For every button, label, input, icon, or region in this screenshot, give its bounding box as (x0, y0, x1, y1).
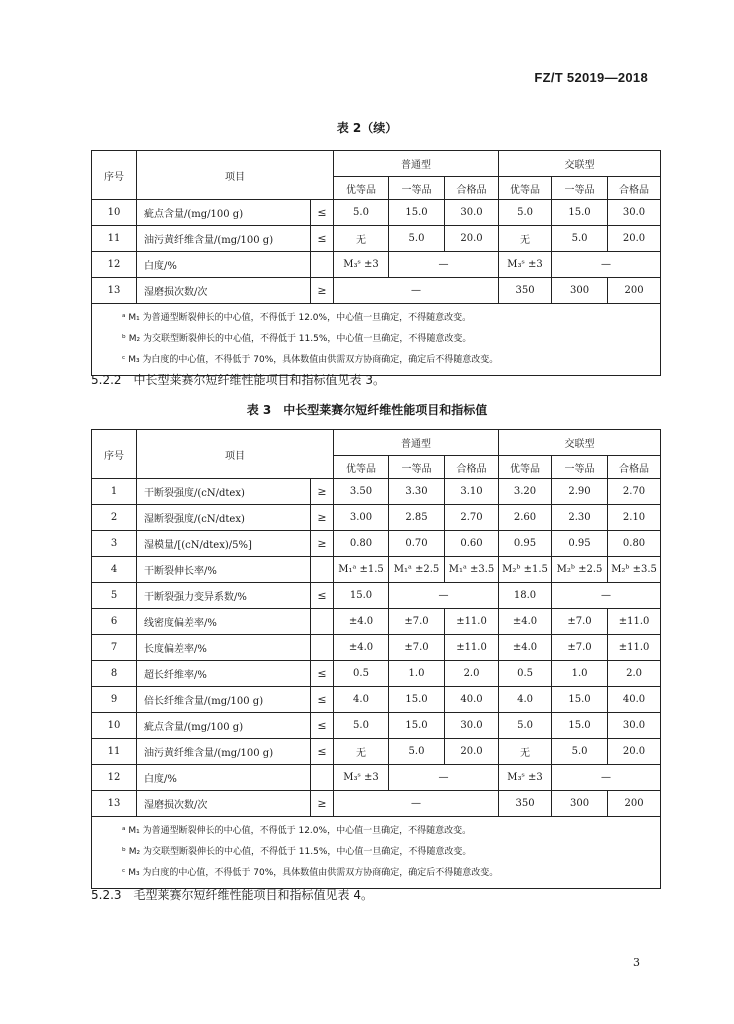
value-cell: 300 (552, 791, 608, 817)
grade-header: 优等品 (499, 456, 552, 479)
value-cell: 15.0 (389, 713, 445, 739)
table-row (92, 531, 661, 557)
value-cell: 15.0 (389, 687, 445, 713)
item-name: 湿断裂强度/(cN/dtex) (137, 505, 311, 531)
grade-header: 优等品 (499, 177, 552, 200)
grade-header: 合格品 (608, 456, 661, 479)
value-cell: 30.0 (445, 200, 499, 226)
value-cell: 0.80 (334, 531, 389, 557)
value-cell: — (389, 765, 499, 791)
row-number: 13 (92, 278, 137, 304)
value-cell: 5.0 (334, 713, 389, 739)
value-cell: 2.30 (552, 505, 608, 531)
value-cell: ±7.0 (552, 609, 608, 635)
value-cell: 15.0 (552, 200, 608, 226)
value-cell: 0.70 (389, 531, 445, 557)
value-cell: 2.0 (445, 661, 499, 687)
value-cell: 0.95 (499, 531, 552, 557)
value-cell: M₂ᵇ ±3.5 (608, 557, 661, 583)
value-cell: 40.0 (608, 687, 661, 713)
footnote: ᶜ M₃ 为白度的中心值，不得低于 70%，具体数值由供需双方协商确定，确定后不得随意改变。 (122, 868, 499, 878)
comparison-symbol: ≤ (311, 583, 334, 609)
item-name: 湿磨损次数/次 (137, 278, 311, 304)
value-cell: 5.0 (499, 713, 552, 739)
value-cell: 2.85 (389, 505, 445, 531)
value-cell: 2.0 (608, 661, 661, 687)
group-header-crosslinked: 交联型 (499, 151, 661, 177)
value-cell: 2.10 (608, 505, 661, 531)
value-cell: M₁ᵃ ±1.5 (334, 557, 389, 583)
item-name: 湿模量/[(cN/dtex)/5%] (137, 531, 311, 557)
table-row (92, 200, 661, 226)
value-cell: 0.80 (608, 531, 661, 557)
comparison-symbol: ≥ (311, 531, 334, 557)
value-cell: — (389, 252, 499, 278)
table-row (92, 713, 661, 739)
value-cell: 0.5 (334, 661, 389, 687)
value-cell: 4.0 (499, 687, 552, 713)
value-cell: 无 (499, 739, 552, 765)
row-number: 6 (92, 609, 137, 635)
row-number: 3 (92, 531, 137, 557)
item-name: 油污黄纤维含量/(mg/100 g) (137, 226, 311, 252)
value-cell: 3.30 (389, 479, 445, 505)
grade-header: 合格品 (608, 177, 661, 200)
row-number: 11 (92, 226, 137, 252)
grade-header: 一等品 (389, 177, 445, 200)
value-cell: ±7.0 (389, 609, 445, 635)
table-3 (91, 429, 661, 889)
value-cell: 15.0 (334, 583, 389, 609)
value-cell: 3.10 (445, 479, 499, 505)
grade-header: 一等品 (389, 456, 445, 479)
footnote: ᵇ M₂ 为交联型断裂伸长的中心值，不得低于 11.5%，中心值一旦确定，不得随意改变。 (122, 334, 472, 344)
value-cell: 15.0 (389, 200, 445, 226)
comparison-symbol: ≤ (311, 661, 334, 687)
item-name: 白度/% (137, 765, 311, 791)
clause-5-2-3: 5.2.3 毛型莱赛尔短纤维性能项目和指标值见表 4。 (91, 888, 373, 902)
value-cell: 3.00 (334, 505, 389, 531)
table-row (92, 557, 661, 583)
value-cell: — (334, 278, 499, 304)
notes-row (92, 304, 661, 376)
row-number: 4 (92, 557, 137, 583)
grade-header: 一等品 (552, 177, 608, 200)
value-cell: ±11.0 (445, 609, 499, 635)
header-row (92, 430, 661, 456)
value-cell: 40.0 (445, 687, 499, 713)
row-number: 10 (92, 713, 137, 739)
value-cell: 3.50 (334, 479, 389, 505)
value-cell: 18.0 (499, 583, 552, 609)
value-cell: 2.70 (445, 505, 499, 531)
value-cell: 3.20 (499, 479, 552, 505)
value-cell: 1.0 (552, 661, 608, 687)
value-cell: ±4.0 (499, 609, 552, 635)
comparison-symbol: ≤ (311, 226, 334, 252)
value-cell: ±4.0 (499, 635, 552, 661)
item-name: 干断裂伸长率/% (137, 557, 311, 583)
item-name: 疵点含量/(mg/100 g) (137, 200, 311, 226)
table-row (92, 252, 661, 278)
value-cell: 1.0 (389, 661, 445, 687)
value-cell: 350 (499, 278, 552, 304)
footnote: ᵃ M₁ 为普通型断裂伸长的中心值，不得低于 12.0%，中心值一旦确定，不得随意改变。 (122, 826, 472, 836)
value-cell: — (552, 583, 661, 609)
value-cell: M₃ˢ ±3 (499, 252, 552, 278)
table-row (92, 583, 661, 609)
value-cell: ±4.0 (334, 609, 389, 635)
comparison-symbol: ≥ (311, 479, 334, 505)
value-cell: 5.0 (552, 739, 608, 765)
table-2-caption: 表 2（续） (336, 121, 398, 135)
table-row (92, 505, 661, 531)
value-cell: — (334, 791, 499, 817)
value-cell: 20.0 (608, 739, 661, 765)
table-row (92, 609, 661, 635)
table-2-body (92, 151, 661, 376)
standard-code: FZ/T 52019—2018 (534, 70, 648, 85)
item-name: 油污黄纤维含量/(mg/100 g) (137, 739, 311, 765)
item-name: 干断裂强度/(cN/dtex) (137, 479, 311, 505)
item-name: 线密度偏差率/% (137, 609, 311, 635)
table-notes (92, 304, 661, 376)
value-cell: 30.0 (608, 200, 661, 226)
notes-row (92, 817, 661, 889)
value-cell: 5.0 (334, 200, 389, 226)
table-3-caption: 表 3 中长型莱赛尔短纤维性能项目和指标值 (246, 403, 488, 417)
value-cell: M₁ᵃ ±2.5 (389, 557, 445, 583)
value-cell: M₁ᵃ ±3.5 (445, 557, 499, 583)
row-number: 12 (92, 252, 137, 278)
value-cell: ±11.0 (608, 609, 661, 635)
value-cell: 2.70 (608, 479, 661, 505)
footnote: ᶜ M₃ 为白度的中心值，不得低于 70%，具体数值由供需双方协商确定，确定后不得随意改变。 (122, 355, 499, 365)
value-cell: 20.0 (445, 226, 499, 252)
value-cell: 5.0 (552, 226, 608, 252)
value-cell: ±4.0 (334, 635, 389, 661)
col-item-header: 项目 (137, 151, 334, 200)
value-cell: — (552, 252, 661, 278)
value-cell: 0.60 (445, 531, 499, 557)
value-cell: 15.0 (552, 687, 608, 713)
comparison-symbol (311, 252, 334, 278)
row-number: 5 (92, 583, 137, 609)
value-cell: 30.0 (608, 713, 661, 739)
comparison-symbol: ≥ (311, 278, 334, 304)
item-name: 倍长纤维含量/(mg/100 g) (137, 687, 311, 713)
table-row (92, 479, 661, 505)
header-row (92, 151, 661, 177)
col-no-header: 序号 (92, 430, 137, 479)
value-cell: 无 (334, 226, 389, 252)
value-cell: ±11.0 (608, 635, 661, 661)
table-notes (92, 817, 661, 889)
group-header-ordinary: 普通型 (334, 151, 499, 177)
comparison-symbol: ≤ (311, 713, 334, 739)
col-no-header: 序号 (92, 151, 137, 200)
value-cell: 无 (499, 226, 552, 252)
value-cell: 300 (552, 278, 608, 304)
comparison-symbol: ≤ (311, 200, 334, 226)
footnote: ᵃ M₁ 为普通型断裂伸长的中心值，不得低于 12.0%，中心值一旦确定，不得随意改变。 (122, 313, 472, 323)
comparison-symbol: ≥ (311, 505, 334, 531)
value-cell: 200 (608, 791, 661, 817)
grade-header: 一等品 (552, 456, 608, 479)
footnote: ᵇ M₂ 为交联型断裂伸长的中心值，不得低于 11.5%，中心值一旦确定，不得随意改变。 (122, 847, 472, 857)
value-cell: 200 (608, 278, 661, 304)
value-cell: 20.0 (608, 226, 661, 252)
comparison-symbol (311, 609, 334, 635)
comparison-symbol (311, 765, 334, 791)
item-name: 白度/% (137, 252, 311, 278)
value-cell: ±7.0 (552, 635, 608, 661)
table-row (92, 687, 661, 713)
comparison-symbol: ≤ (311, 739, 334, 765)
row-number: 1 (92, 479, 137, 505)
value-cell: M₃ˢ ±3 (334, 252, 389, 278)
grade-header: 合格品 (445, 177, 499, 200)
grade-header: 优等品 (334, 177, 389, 200)
row-number: 12 (92, 765, 137, 791)
value-cell: ±7.0 (389, 635, 445, 661)
row-number: 11 (92, 739, 137, 765)
row-number: 8 (92, 661, 137, 687)
clause-5-2-2: 5.2.2 中长型莱赛尔短纤维性能项目和指标值见表 3。 (91, 373, 385, 387)
value-cell: 5.0 (389, 226, 445, 252)
value-cell: M₃ˢ ±3 (334, 765, 389, 791)
value-cell: 5.0 (389, 739, 445, 765)
value-cell: — (552, 765, 661, 791)
value-cell: M₂ᵇ ±1.5 (499, 557, 552, 583)
comparison-symbol: ≤ (311, 687, 334, 713)
value-cell: ±11.0 (445, 635, 499, 661)
table-3-body (92, 430, 661, 889)
comparison-symbol: ≥ (311, 791, 334, 817)
grade-header: 合格品 (445, 456, 499, 479)
page-number: 3 (633, 956, 640, 969)
value-cell: 无 (334, 739, 389, 765)
comparison-symbol (311, 557, 334, 583)
value-cell: M₃ˢ ±3 (499, 765, 552, 791)
table-row (92, 739, 661, 765)
item-name: 湿磨损次数/次 (137, 791, 311, 817)
value-cell: 350 (499, 791, 552, 817)
col-item-header: 项目 (137, 430, 334, 479)
table-row (92, 661, 661, 687)
value-cell: 0.95 (552, 531, 608, 557)
row-number: 2 (92, 505, 137, 531)
table-row (92, 226, 661, 252)
grade-header: 优等品 (334, 456, 389, 479)
row-number: 9 (92, 687, 137, 713)
comparison-symbol (311, 635, 334, 661)
value-cell: 0.5 (499, 661, 552, 687)
value-cell: 30.0 (445, 713, 499, 739)
value-cell: 20.0 (445, 739, 499, 765)
value-cell: 15.0 (552, 713, 608, 739)
value-cell: 4.0 (334, 687, 389, 713)
item-name: 干断裂强力变异系数/% (137, 583, 311, 609)
row-number: 10 (92, 200, 137, 226)
value-cell: 2.90 (552, 479, 608, 505)
table-row (92, 791, 661, 817)
table-row (92, 635, 661, 661)
group-header-ordinary: 普通型 (334, 430, 499, 456)
item-name: 长度偏差率/% (137, 635, 311, 661)
table-row (92, 765, 661, 791)
value-cell: M₂ᵇ ±2.5 (552, 557, 608, 583)
table-2 (91, 150, 661, 376)
item-name: 超长纤维率/% (137, 661, 311, 687)
row-number: 7 (92, 635, 137, 661)
value-cell: 5.0 (499, 200, 552, 226)
row-number: 13 (92, 791, 137, 817)
table-row (92, 278, 661, 304)
value-cell: 2.60 (499, 505, 552, 531)
item-name: 疵点含量/(mg/100 g) (137, 713, 311, 739)
group-header-crosslinked: 交联型 (499, 430, 661, 456)
value-cell: — (389, 583, 499, 609)
